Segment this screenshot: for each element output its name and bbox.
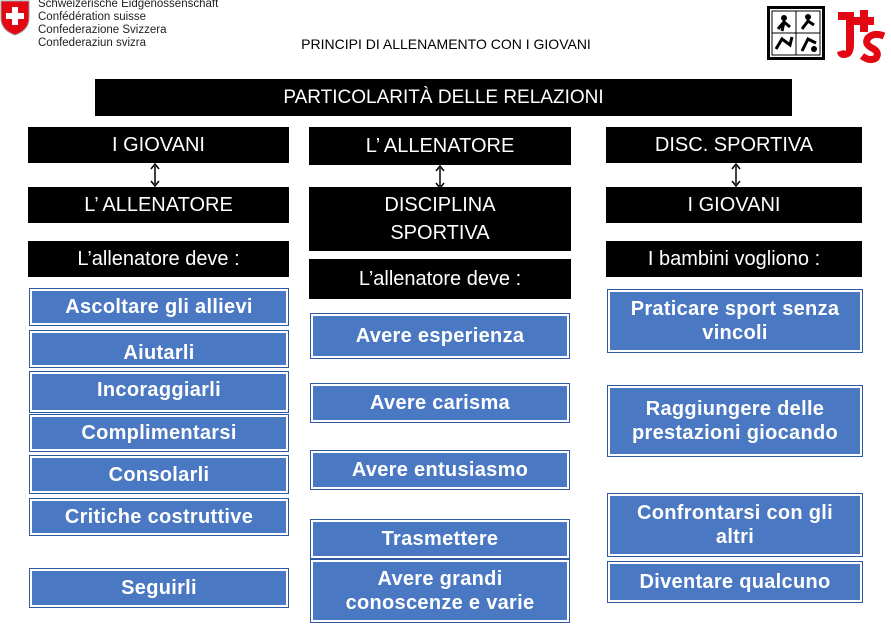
- col1-double-arrow-icon: [149, 163, 161, 187]
- gov-line-rm: Confederaziun svizra: [38, 37, 147, 49]
- js-logo-icon: [834, 6, 890, 64]
- col2-item-entusiasmo: Avere entusiasmo: [311, 451, 569, 489]
- col1-item-critiche: Critiche costruttive: [30, 499, 288, 535]
- sport-pictogram-icon: [767, 6, 825, 60]
- gov-line-it: Confederazione Svizzera: [38, 24, 167, 36]
- col2-item-carisma: Avere carisma: [311, 384, 569, 422]
- col1-subheader: L’allenatore deve :: [28, 241, 289, 277]
- col1-top-label: I GIOVANI: [28, 127, 289, 163]
- col1-item-ascoltare: Ascoltare gli allievi: [30, 289, 288, 325]
- col3-bottom-label: I GIOVANI: [606, 187, 862, 223]
- col2-subheader: L’allenatore deve :: [309, 259, 571, 299]
- col1-item-aiutarli: Aiutarli: [30, 331, 288, 367]
- government-name-block: [38, 0, 238, 50]
- col3-item-raggiungere: Raggiungere delle prestazioni giocando: [608, 386, 862, 456]
- banner-title-text: PARTICOLARITÀ DELLE RELAZIONI: [283, 86, 604, 108]
- col2-bottom-label: DISCIPLINA SPORTIVA: [309, 187, 571, 251]
- col3-top-label: DISC. SPORTIVA: [606, 127, 862, 163]
- col1-item-incoraggiarli: Incoraggiarli: [30, 372, 288, 412]
- swiss-coat-of-arms-icon: [0, 0, 30, 36]
- col3-item-praticare: Praticare sport senza vincoli: [608, 290, 862, 352]
- col2-top-label: L’ ALLENATORE: [309, 127, 571, 165]
- col2-item-trasmettere: Trasmettere: [311, 520, 569, 558]
- col3-item-diventare: Diventare qualcuno: [608, 562, 862, 602]
- col1-item-seguirli: Seguirli: [30, 569, 288, 607]
- col1-item-consolarli: Consolarli: [30, 456, 288, 493]
- col1-bottom-label: L’ ALLENATORE: [28, 187, 289, 223]
- col2-double-arrow-icon: [434, 165, 446, 189]
- col3-subheader: I bambini vogliono :: [606, 241, 862, 277]
- col3-double-arrow-icon: [730, 163, 742, 187]
- col2-item-conoscenze: Avere grandi conoscenze e varie: [311, 560, 569, 622]
- page-title: PRINCIPI DI ALLENAMENTO CON I GIOVANI: [301, 36, 591, 52]
- col3-item-confrontarsi: Confrontarsi con gli altri: [608, 494, 862, 556]
- gov-line-de: Schweizerische Eidgenossenschaft: [38, 0, 219, 10]
- col2-item-esperienza: Avere esperienza: [311, 314, 569, 358]
- gov-line-fr: Confédération suisse: [38, 11, 147, 23]
- col1-item-complimentarsi: Complimentarsi: [30, 415, 288, 451]
- banner-title: [95, 79, 792, 116]
